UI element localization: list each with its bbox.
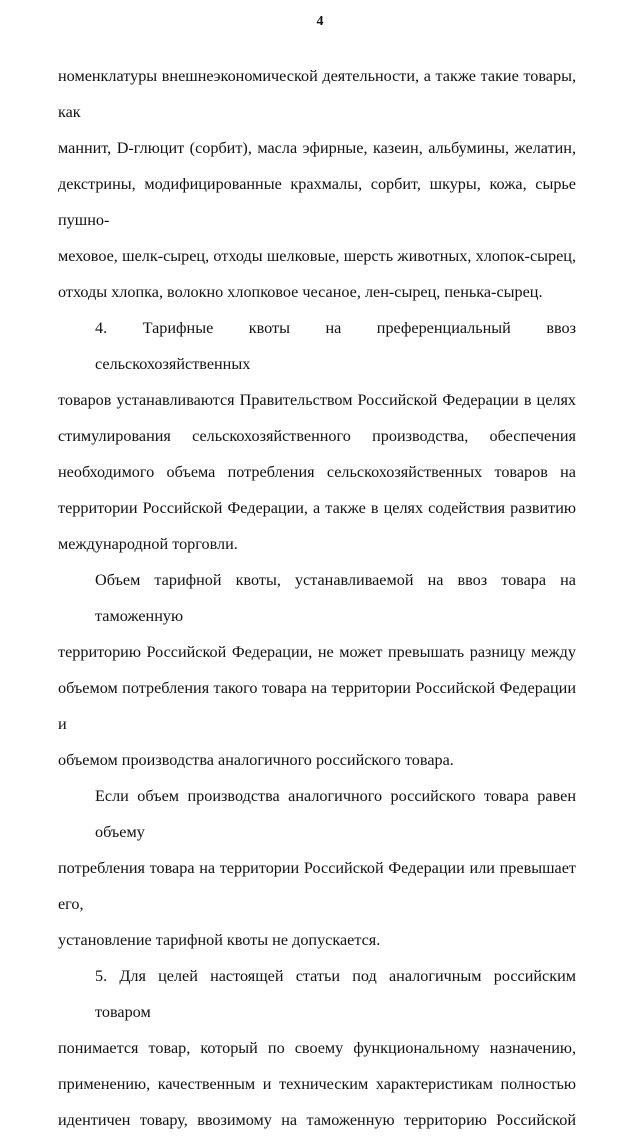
text-line: установление тарифной квоты не допускается. — [58, 931, 381, 949]
document-body — [58, 58, 576, 1138]
text-line: необходимого объема потребления сельскохозяйственных товаров на — [58, 463, 576, 481]
text-line: 5. Для целей настоящей статьи под аналогичным российским товаром — [95, 967, 576, 1021]
text-line: Если объем производства аналогичного российского товара равен объему — [95, 787, 576, 841]
text-line: номенклатуры внешнеэкономической деятельности, а также такие товары, как — [58, 67, 576, 121]
text-line: Объем тарифной квоты, устанавливаемой на ввоз товара на таможенную — [95, 571, 576, 625]
text-line: стимулирования сельскохозяйственного производства, обеспечения — [58, 427, 576, 445]
paragraph-continuation — [58, 58, 576, 310]
paragraph-item-4 — [58, 310, 576, 562]
paragraph-quota-restriction — [58, 778, 576, 958]
text-line: потребления товара на территории Российской Федерации или превышает его, — [58, 859, 576, 913]
text-line: территорию Российской Федерации, не может превышать разницу между — [58, 643, 576, 661]
text-line: объемом производства аналогичного российского товара. — [58, 751, 454, 769]
text-line: меховое, шелк-сырец, отходы шелковые, шерсть животных, хлопок-сырец, — [58, 247, 576, 265]
text-line: отходы хлопка, волокно хлопковое чесаное, лен-сырец, пенька-сырец. — [58, 283, 543, 301]
paragraph-item-5 — [58, 958, 576, 1138]
text-line: декстрины, модифицированные крахмалы, сорбит, шкуры, кожа, сырье пушно- — [58, 175, 576, 229]
text-line: объемом потребления такого товара на территории Российской Федерации и — [58, 679, 576, 733]
text-line: международной торговли. — [58, 535, 238, 553]
text-line: применению, качественным и техническим характеристикам полностью — [58, 1075, 576, 1093]
text-line: идентичен товару, ввозимому на таможенную территорию Российской — [58, 1111, 576, 1129]
text-line: понимается товар, который по своему функциональному назначению, — [58, 1039, 576, 1057]
text-line: маннит, D-глюцит (сорбит), масла эфирные, казеин, альбумины, желатин, — [58, 139, 576, 157]
page-number: 4 — [316, 14, 324, 29]
paragraph-quota-volume — [58, 562, 576, 778]
text-line: территории Российской Федерации, а также в целях содействия развитию — [58, 499, 576, 517]
text-line: товаров устанавливаются Правительством Российской Федерации в целях — [58, 391, 576, 409]
text-line: 4. Тарифные квоты на преференциальный ввоз сельскохозяйственных — [95, 319, 576, 373]
